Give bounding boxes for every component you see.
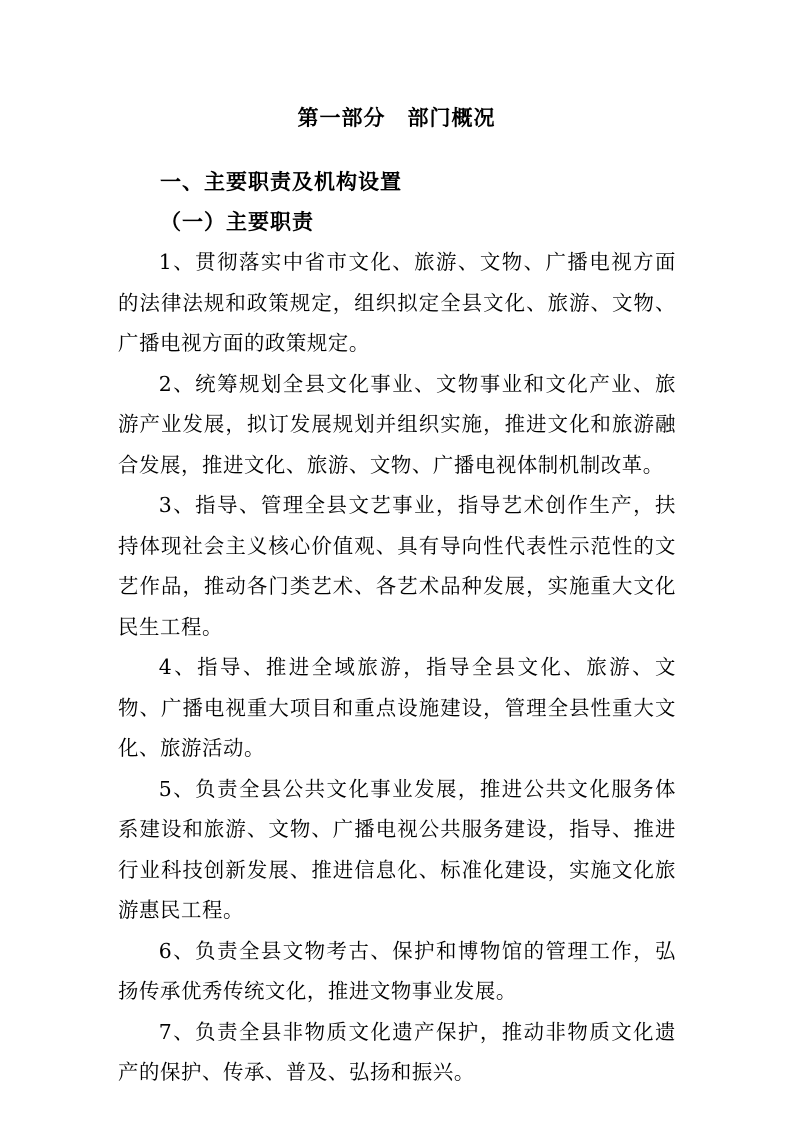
body-text <box>118 242 676 1093</box>
paragraph-2: 2、统筹规划全县文化事业、文物事业和文化产业、旅游产业发展，拟订发展规划并组织实施，推进文化和旅游融合发展，推进文化、旅游、文物、广播电视体制机制改革。 <box>118 371 676 477</box>
section-heading: 一、主要职责及机构设置 <box>160 170 402 194</box>
paragraph-7: 7、负责全县非物质文化遗产保护，推动非物质文化遗产的保护、传承、普及、弘扬和振兴。 <box>118 1019 676 1084</box>
page-title: 第一部分 部门概况 <box>297 106 496 130</box>
paragraph-6: 6、负责全县文物考古、保护和博物馆的管理工作，弘扬传承优秀传统文化，推进文物事业发展。 <box>118 938 676 1003</box>
paragraph-3: 3、指导、管理全县文艺事业，指导艺术创作生产，扶持体现社会主义核心价值观、具有导向性代表性示范性的文艺作品，推动各门类艺术、各艺术品种发展，实施重大文化民生工程。 <box>118 493 676 639</box>
subsection-heading: （一）主要职责 <box>160 210 314 234</box>
paragraph-4: 4、指导、推进全域旅游，指导全县文化、旅游、文物、广播电视重大项目和重点设施建设，管理全县性重大文化、旅游活动。 <box>118 655 676 760</box>
paragraph-1: 1、贯彻落实中省市文化、旅游、文物、广播电视方面的法律法规和政策规定，组织拟定全县文化、旅游、文物、广播电视方面的政策规定。 <box>118 250 676 355</box>
paragraph-5: 5、负责全县公共文化事业发展，推进公共文化服务体系建设和旅游、文物、广播电视公共服务建设，指导、推进行业科技创新发展、推进信息化、标准化建设，实施文化旅游惠民工程。 <box>118 776 676 922</box>
